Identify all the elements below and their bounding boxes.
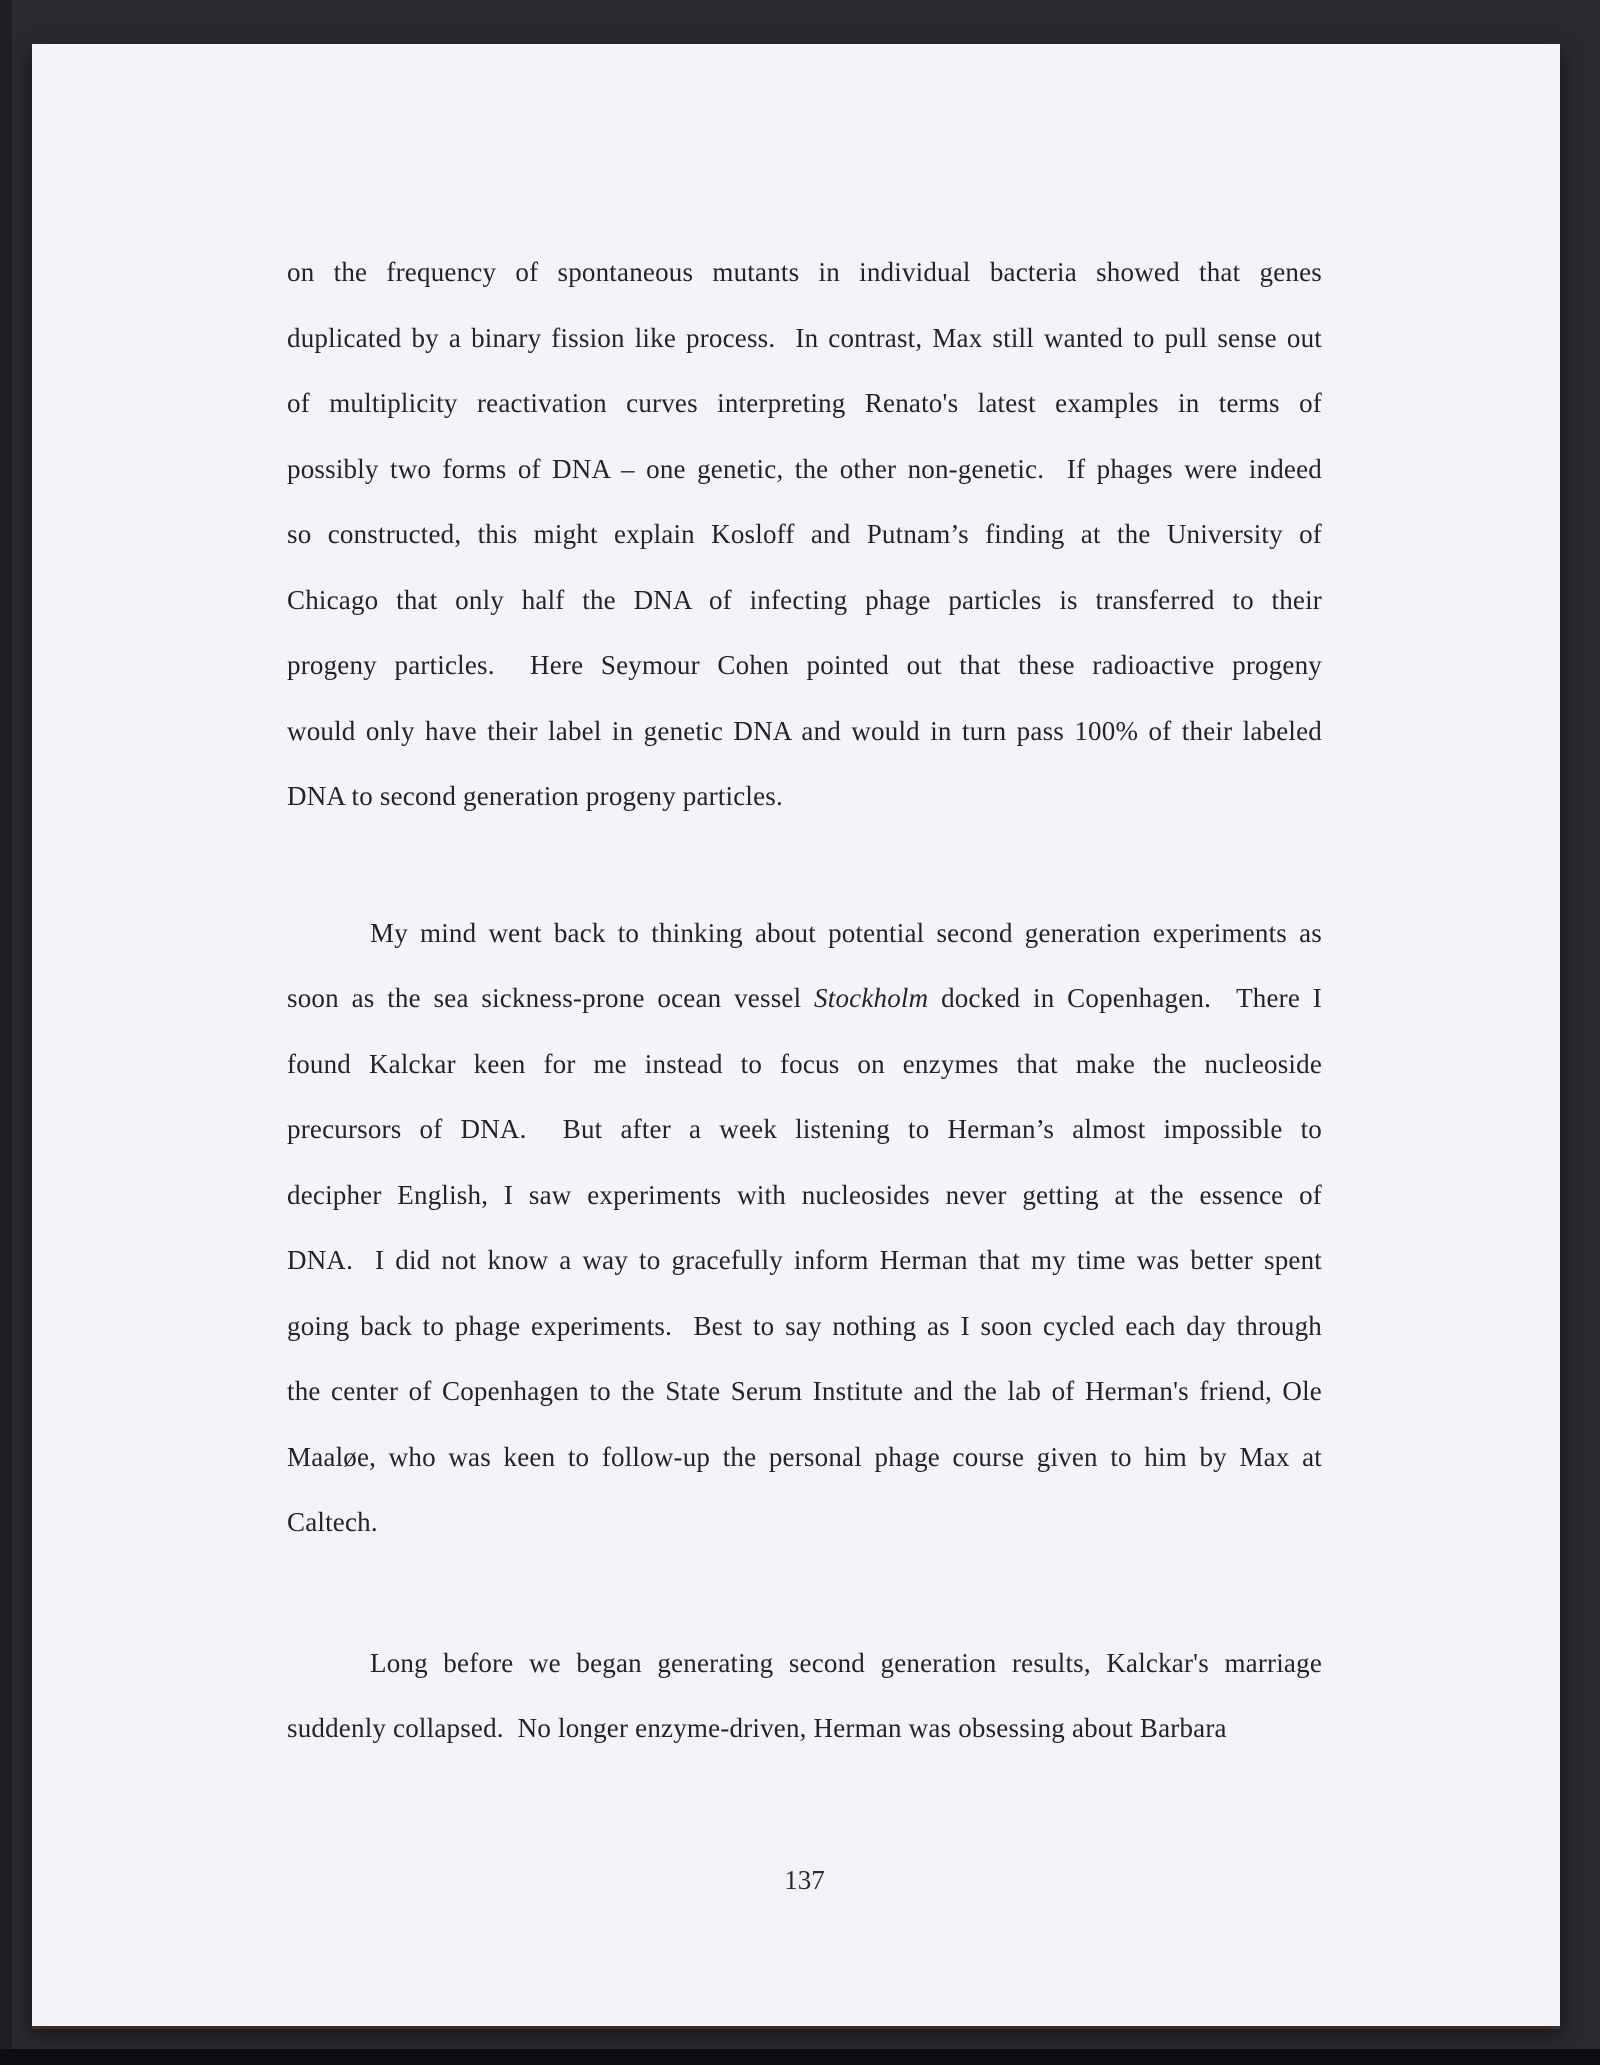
text-line: the center of Copenhagen to the State Serum Institute and the lab of Herman's friend, Ole [287,1376,1322,1406]
text-line: so constructed, this might explain Kosloff and Putnam’s finding at the University of [287,519,1322,549]
text-line: duplicated by a binary fission like process. In contrast, Max still wanted to pull sense out [287,322,1322,353]
text-body [287,240,1322,1762]
text-line: Long before we began generating second generation results, Kalckar's marriage [370,1647,1322,1678]
text-line: My mind went back to thinking about potential second generation experiments as [370,917,1322,948]
text-line: Maaløe, who was keen to follow-up the personal phage course given to him by Max at [287,1441,1322,1472]
paragraph [287,901,1322,1556]
italic-text: Stockholm [814,983,929,1013]
text-line: Chicago that only half the DNA of infecting phage particles is transferred to their [287,584,1322,615]
text-line: decipher English, I saw experiments with nucleosides never getting at the essence of [287,1179,1322,1210]
page-number: 137 [784,1864,825,1895]
paragraph [287,240,1322,830]
paragraph [287,1631,1322,1762]
text-line: going back to phage experiments. Best to say nothing as I soon cycled each day through [287,1310,1322,1341]
scan-bottom-edge [0,2049,1600,2065]
text-line: soon as the sea sickness-prone ocean vessel Stockholm docked in Copenhagen. There I [287,983,1322,1013]
text-line: on the frequency of spontaneous mutants in individual bacteria showed that genes [287,257,1322,287]
text-line: suddenly collapsed. No longer enzyme-driven, Herman was obsessing about Barbara [287,1713,1227,1743]
text-line: possibly two forms of DNA – one genetic, the other non-genetic. If phages were indeed [287,453,1322,484]
text-line: would only have their label in genetic DNA and would in turn pass 100% of their labeled [287,715,1322,746]
text-line: precursors of DNA. But after a week listening to Herman’s almost impossible to [287,1114,1322,1144]
text-line: found Kalckar keen for me instead to focus on enzymes that make the nucleoside [287,1048,1322,1079]
text-line: of multiplicity reactivation curves interpreting Renato's latest examples in terms of [287,388,1322,418]
text-line: progeny particles. Here Seymour Cohen pointed out that these radioactive progeny [287,650,1322,680]
text-line: DNA to second generation progeny particles. [287,781,783,811]
scan-left-shadow [0,0,12,2065]
text-line: DNA. I did not know a way to gracefully inform Herman that my time was better spent [287,1245,1322,1275]
manuscript-page [32,44,1560,2026]
text-line: Caltech. [287,1507,378,1537]
